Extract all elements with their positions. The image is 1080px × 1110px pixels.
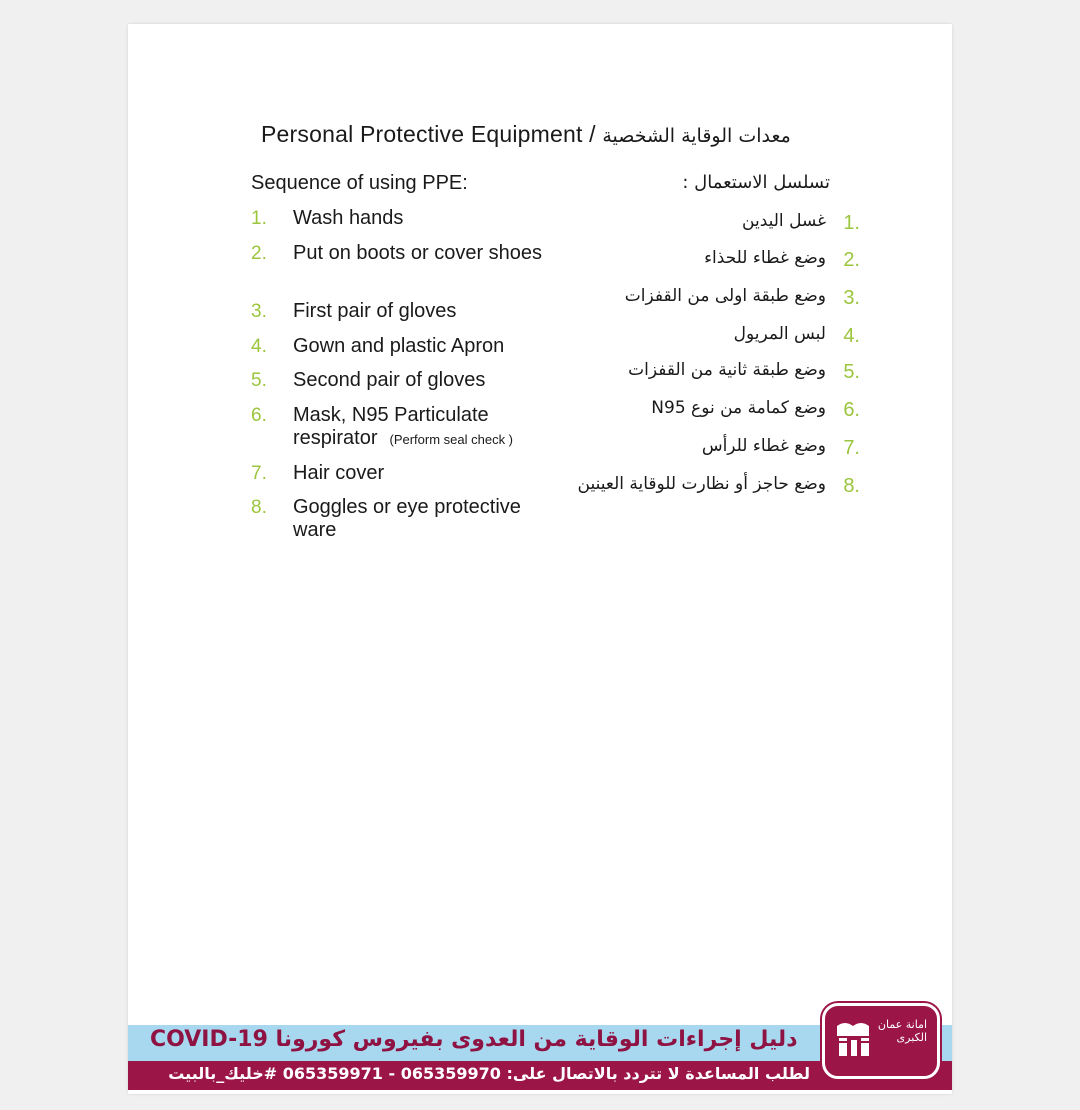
step-text: وضع غطاء للرأس: [701, 436, 826, 456]
step-text: لبس المريول: [733, 324, 826, 344]
document-page: [128, 24, 952, 1094]
step-text: First pair of gloves: [293, 300, 457, 322]
step-note: (Perform seal check ): [389, 432, 514, 447]
step-main-text: Mask, N95 Particulate respirator: [293, 404, 489, 449]
step-text: وضع كمامة من نوع N95: [651, 398, 826, 418]
step-text: وضع حاجز أو نظارت للوقاية العينين: [577, 474, 826, 494]
step-number: 3.: [251, 301, 267, 322]
step-number: 4.: [251, 336, 267, 357]
step-text: غسل اليدين: [742, 211, 826, 231]
step-text: Hair cover: [293, 462, 385, 484]
step-number: 1.: [843, 212, 860, 234]
step-number: 2.: [843, 249, 860, 271]
step-number: 3.: [843, 287, 860, 309]
footer-title: دليل إجراءات الوقاية من العدوى بفيروس كورونا COVID-19: [150, 1027, 798, 1052]
step-number: 8.: [843, 475, 860, 497]
municipality-emblem-icon: [833, 1018, 877, 1062]
step-number: 6.: [251, 405, 267, 426]
step-text: وضع طبقة ثانية من القفزات: [628, 360, 826, 380]
step-number: 6.: [843, 399, 860, 421]
step-text: Gown and plastic Apron: [293, 335, 505, 357]
step-number: 5.: [251, 370, 267, 391]
logo-text: امانة عمان الكبرى: [877, 1018, 927, 1044]
step-number: 1.: [251, 208, 267, 229]
step-number: 7.: [843, 437, 860, 459]
step-text: وضع غطاء للحذاء: [704, 248, 826, 268]
step-text: وضع طبقة اولى من القفزات: [624, 286, 826, 306]
sequence-heading-arabic: تسلسل الاستعمال :: [682, 172, 830, 193]
step-text: Second pair of gloves: [293, 369, 486, 391]
step-number: 8.: [251, 497, 267, 518]
step-number: 2.: [251, 243, 267, 264]
step-text: Wash hands: [293, 207, 404, 229]
step-text: [293, 404, 563, 451]
municipality-logo: [822, 1003, 940, 1079]
step-text: Goggles or eye protective ware: [293, 496, 521, 541]
step-number: 4.: [843, 325, 860, 347]
step-number: 5.: [843, 361, 860, 383]
sequence-heading-english: Sequence of using PPE:: [251, 172, 468, 194]
step-text: Put on boots or cover shoes: [293, 242, 543, 264]
title-english: Personal Protective Equipment /: [261, 121, 596, 147]
step-number: 7.: [251, 463, 267, 484]
document-title: [261, 121, 861, 148]
title-arabic: معدات الوقاية الشخصية: [602, 125, 791, 147]
footer-help-line: لطلب المساعدة لا تتردد بالاتصال على: 065359970 - 065359971 #خليك_بالبيت: [168, 1064, 810, 1083]
